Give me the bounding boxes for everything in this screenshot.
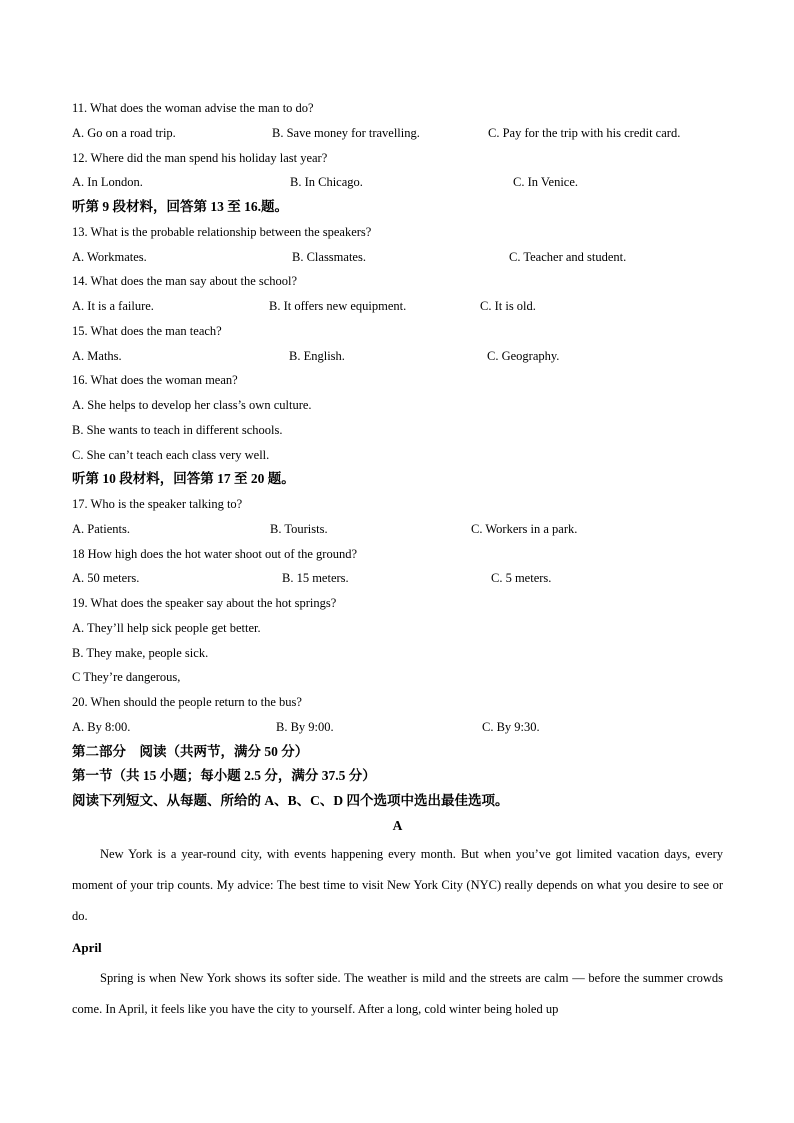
option-b: B. It offers new equipment.: [269, 299, 407, 313]
question-18: [72, 542, 723, 567]
question-text: 20. When should the people return to the bus?: [72, 695, 302, 709]
option-a: A. They’ll help sick people get better.: [72, 620, 261, 635]
options-17: [72, 517, 723, 542]
question-16: [72, 368, 723, 393]
option-a: A. She helps to develop her class’s own culture.: [72, 398, 312, 412]
options-14: [72, 294, 723, 319]
part-2-heading: 第二部分 阅读（共两节，满分 50 分）: [72, 743, 309, 759]
option-c: C. In Venice.: [513, 175, 579, 190]
section-9-heading: 听第 9 段材料，回答第 13 至 16.题。: [72, 199, 288, 214]
question-text: 16. What does the woman mean?: [72, 373, 238, 388]
passage-label: A: [392, 817, 403, 833]
option-b: B. She wants to teach in different schools.: [72, 422, 283, 437]
option-a: A. Go on a road trip.: [72, 125, 176, 140]
question-11: [72, 96, 723, 121]
option-a: A. Maths.: [72, 348, 122, 363]
option-b: B. Save money for travelling.: [272, 125, 420, 140]
option-a: A. It is a failure.: [72, 299, 154, 313]
options-20: [72, 715, 723, 740]
question-text: 11. What does the woman advise the man to do?: [72, 101, 314, 115]
option-c: C. Teacher and student.: [509, 249, 627, 264]
question-text: 18 How high does the hot water shoot out of the ground?: [72, 546, 358, 561]
option-c: C. By 9:30.: [482, 719, 540, 734]
options-11: [72, 121, 723, 146]
option-a: A. Workmates.: [72, 249, 147, 264]
question-13: [72, 220, 723, 245]
april-heading: April: [72, 939, 102, 955]
question-20: [72, 690, 723, 715]
option-b: B. By 9:00.: [276, 719, 334, 734]
option-c: C. Workers in a park.: [471, 521, 578, 536]
option-a: A. By 8:00.: [72, 719, 131, 734]
question-14: [72, 269, 723, 294]
option-b: B. Classmates.: [292, 249, 366, 264]
question-17: [72, 492, 723, 517]
question-text: 17. Who is the speaker talking to?: [72, 497, 243, 511]
option-b: B. 15 meters.: [282, 571, 349, 586]
option-c: C. 5 meters.: [491, 571, 552, 586]
reading-instruction: 阅读下列短文、从每题、所给的 A、B、C、D 四个选项中选出最佳选项。: [72, 793, 509, 808]
option-a: A. 50 meters.: [72, 571, 140, 586]
options-12: [72, 170, 723, 195]
option-b: B. Tourists.: [270, 521, 328, 536]
option-a: A. In London.: [72, 175, 143, 190]
question-text: 13. What is the probable relationship between the speakers?: [72, 224, 372, 239]
options-18: [72, 566, 723, 591]
option-c: C. It is old.: [480, 299, 536, 313]
passage-paragraph-2: Spring is when New York shows its softer side. The weather is mild and the streets are calm — before the summer crowds come. In April, it feels like you have the city to yourself. After a long, cold winter being holed up: [72, 970, 723, 1016]
options-15: [72, 344, 723, 369]
options-13: [72, 245, 723, 270]
question-text: 12. Where did the man spend his holiday last year?: [72, 150, 328, 165]
section-10-heading: 听第 10 段材料，回答第 17 至 20 题。: [72, 471, 295, 487]
option-a: A. Patients.: [72, 521, 130, 536]
option-c: C. Geography.: [487, 348, 560, 363]
question-text: 19. What does the speaker say about the hot springs?: [72, 596, 337, 610]
option-c: C They’re dangerous,: [72, 670, 181, 685]
question-text: 14. What does the man say about the school?: [72, 274, 298, 289]
option-b: B. In Chicago.: [290, 175, 363, 190]
question-15: [72, 319, 723, 344]
passage-paragraph-1: New York is a year-round city, with events happening every month. But when you’ve got limited vacation days, every moment of your trip counts. My advice: The best time to visit New York City (NYC) really depends on what you desire to see or do.: [72, 846, 723, 923]
question-12: [72, 146, 723, 171]
section-1-heading: 第一节（共 15 小题；每小题 2.5 分，满分 37.5 分）: [72, 768, 376, 784]
option-c: C. Pay for the trip with his credit card.: [488, 125, 681, 140]
option-c: C. She can’t teach each class very well.: [72, 447, 270, 462]
option-b: B. English.: [289, 348, 345, 363]
option-b: B. They make, people sick.: [72, 645, 209, 660]
question-19: [72, 591, 723, 616]
question-text: 15. What does the man teach?: [72, 323, 222, 338]
exam-page: [72, 96, 723, 1025]
